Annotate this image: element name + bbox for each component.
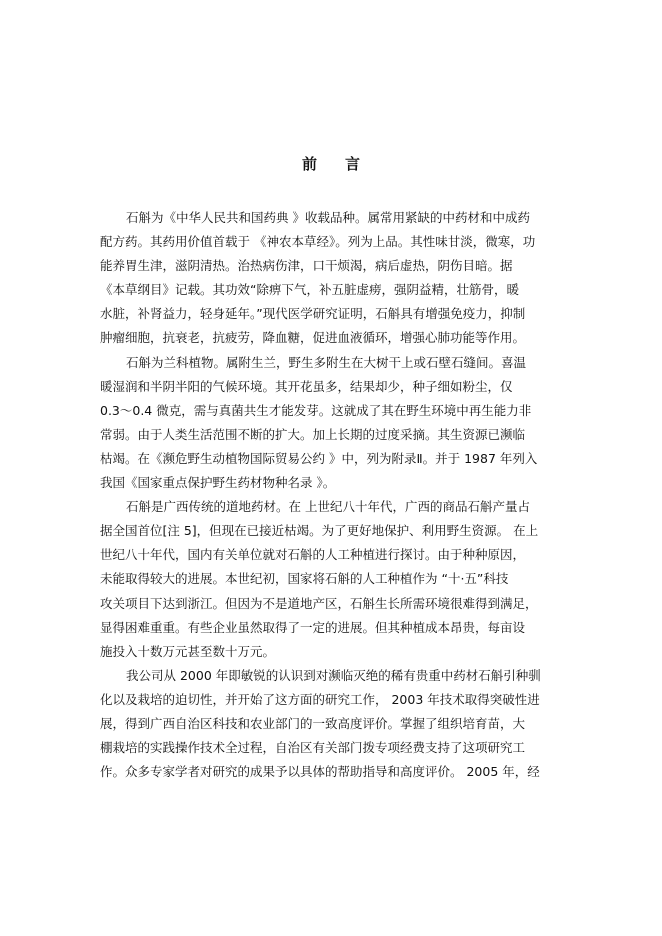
paragraph-line: 暖湿润和半阴半阳的气候环境。其开花虽多，结果却少，种子细如粉尘，仅 [100, 378, 513, 394]
paragraph-line: 常弱。由于人类生活范围不断的扩大。加上长期的过度采摘。其生资源已濒临 [100, 426, 526, 442]
paragraph-line: 展，得到广西自治区科技和农业部门的一致高度评价。掌握了组织培育苗，大 [100, 715, 526, 731]
paragraph-line: 水脏，补肾益力，轻身延年。”现代医学研究证明，石斛具有增强免疫力，抑制 [100, 306, 526, 322]
title-char-1: 前 [301, 155, 317, 173]
paragraph-line: 《本草纲目》记载。其功效“除痹下气，补五脏虚痨，强阴益精，壮筋骨，暖 [100, 282, 519, 298]
paragraph-line: 据全国首位[注 5]，但现在已接近枯竭。为了更好地保护、利用野生资源。 在上 [100, 523, 539, 539]
paragraph-line: 石斛为《中华人民共和国药典 》收载品种。属常用紧缺的中药材和中成药 [126, 210, 530, 225]
title-char-2: 言 [345, 155, 361, 173]
paragraph-line: 作。众多专家学者对研究的成果予以具体的帮助指导和高度评价。 2005 年，经 [100, 764, 540, 780]
paragraph-line: 化以及栽培的迫切性，并开始了这方面的研究工作， 2003 年技术取得突破性进 [100, 691, 540, 707]
paragraph-line: 攻关项目下达到浙江。但因为不是道地产区，石斛生长所需环境很难得到满足， [100, 595, 538, 611]
paragraph-line: 配方药。其药用价值首载于 《神农本草经》。列为上品。其性味甘淡，微寒，功 [100, 234, 536, 250]
paragraph-line: 石斛为兰科植物。属附生兰，野生多附生在大树干上或石壁石缝间。喜温 [126, 354, 527, 370]
paragraph-line: 0.3～0.4 微克，需与真菌共生才能发芽。这就成了其在野生环境中再生能力非 [100, 402, 532, 418]
paragraph-line: 我公司从 2000 年即敏锐的认识到对濒临灭绝的稀有贵重中药材石斛引种驯 [126, 667, 541, 683]
paragraph-line: 棚栽培的实践操作技术全过程，自治区有关部门拨专项经费支持了这项研究工 [100, 740, 526, 756]
page-title [0, 153, 662, 174]
paragraph-line: 石斛是广西传统的道地药材。在 上世纪八十年代，广西的商品石斛产量占 [126, 499, 530, 515]
paragraph-line: 能养胃生津，滋阴清热。治热病伤津，口干烦渴，病后虚热，阴伤目暗。据 [100, 258, 513, 274]
paragraph-line: 显得困难重重。有些企业虽然取得了一定的进展。但其种植成本昂贵，每亩设 [100, 619, 526, 635]
paragraph-line: 肿瘤细胞，抗衰老，抗疲劳，降血糖，促进血液循环，增强心肺功能等作用。 [100, 330, 526, 346]
body-text [100, 206, 560, 784]
paragraph-line: 施投入十数万元甚至数十万元。 [100, 643, 276, 659]
paragraph-line: 世纪八十年代，国内有关单位就对石斛的人工种植进行探讨。由于种种原因， [100, 547, 526, 563]
paragraph-line: 我国《国家重点保护野生药材物种名录 》。 [100, 475, 336, 491]
paragraph-line: 枯竭。在《濒危野生动植物国际贸易公约 》中，列为附录Ⅱ。并于 1987 年列入 [100, 450, 538, 466]
paragraph-line: 未能取得较大的进展。本世纪初，国家将石斛的人工种植作为 “十·五”科技 [100, 571, 509, 587]
